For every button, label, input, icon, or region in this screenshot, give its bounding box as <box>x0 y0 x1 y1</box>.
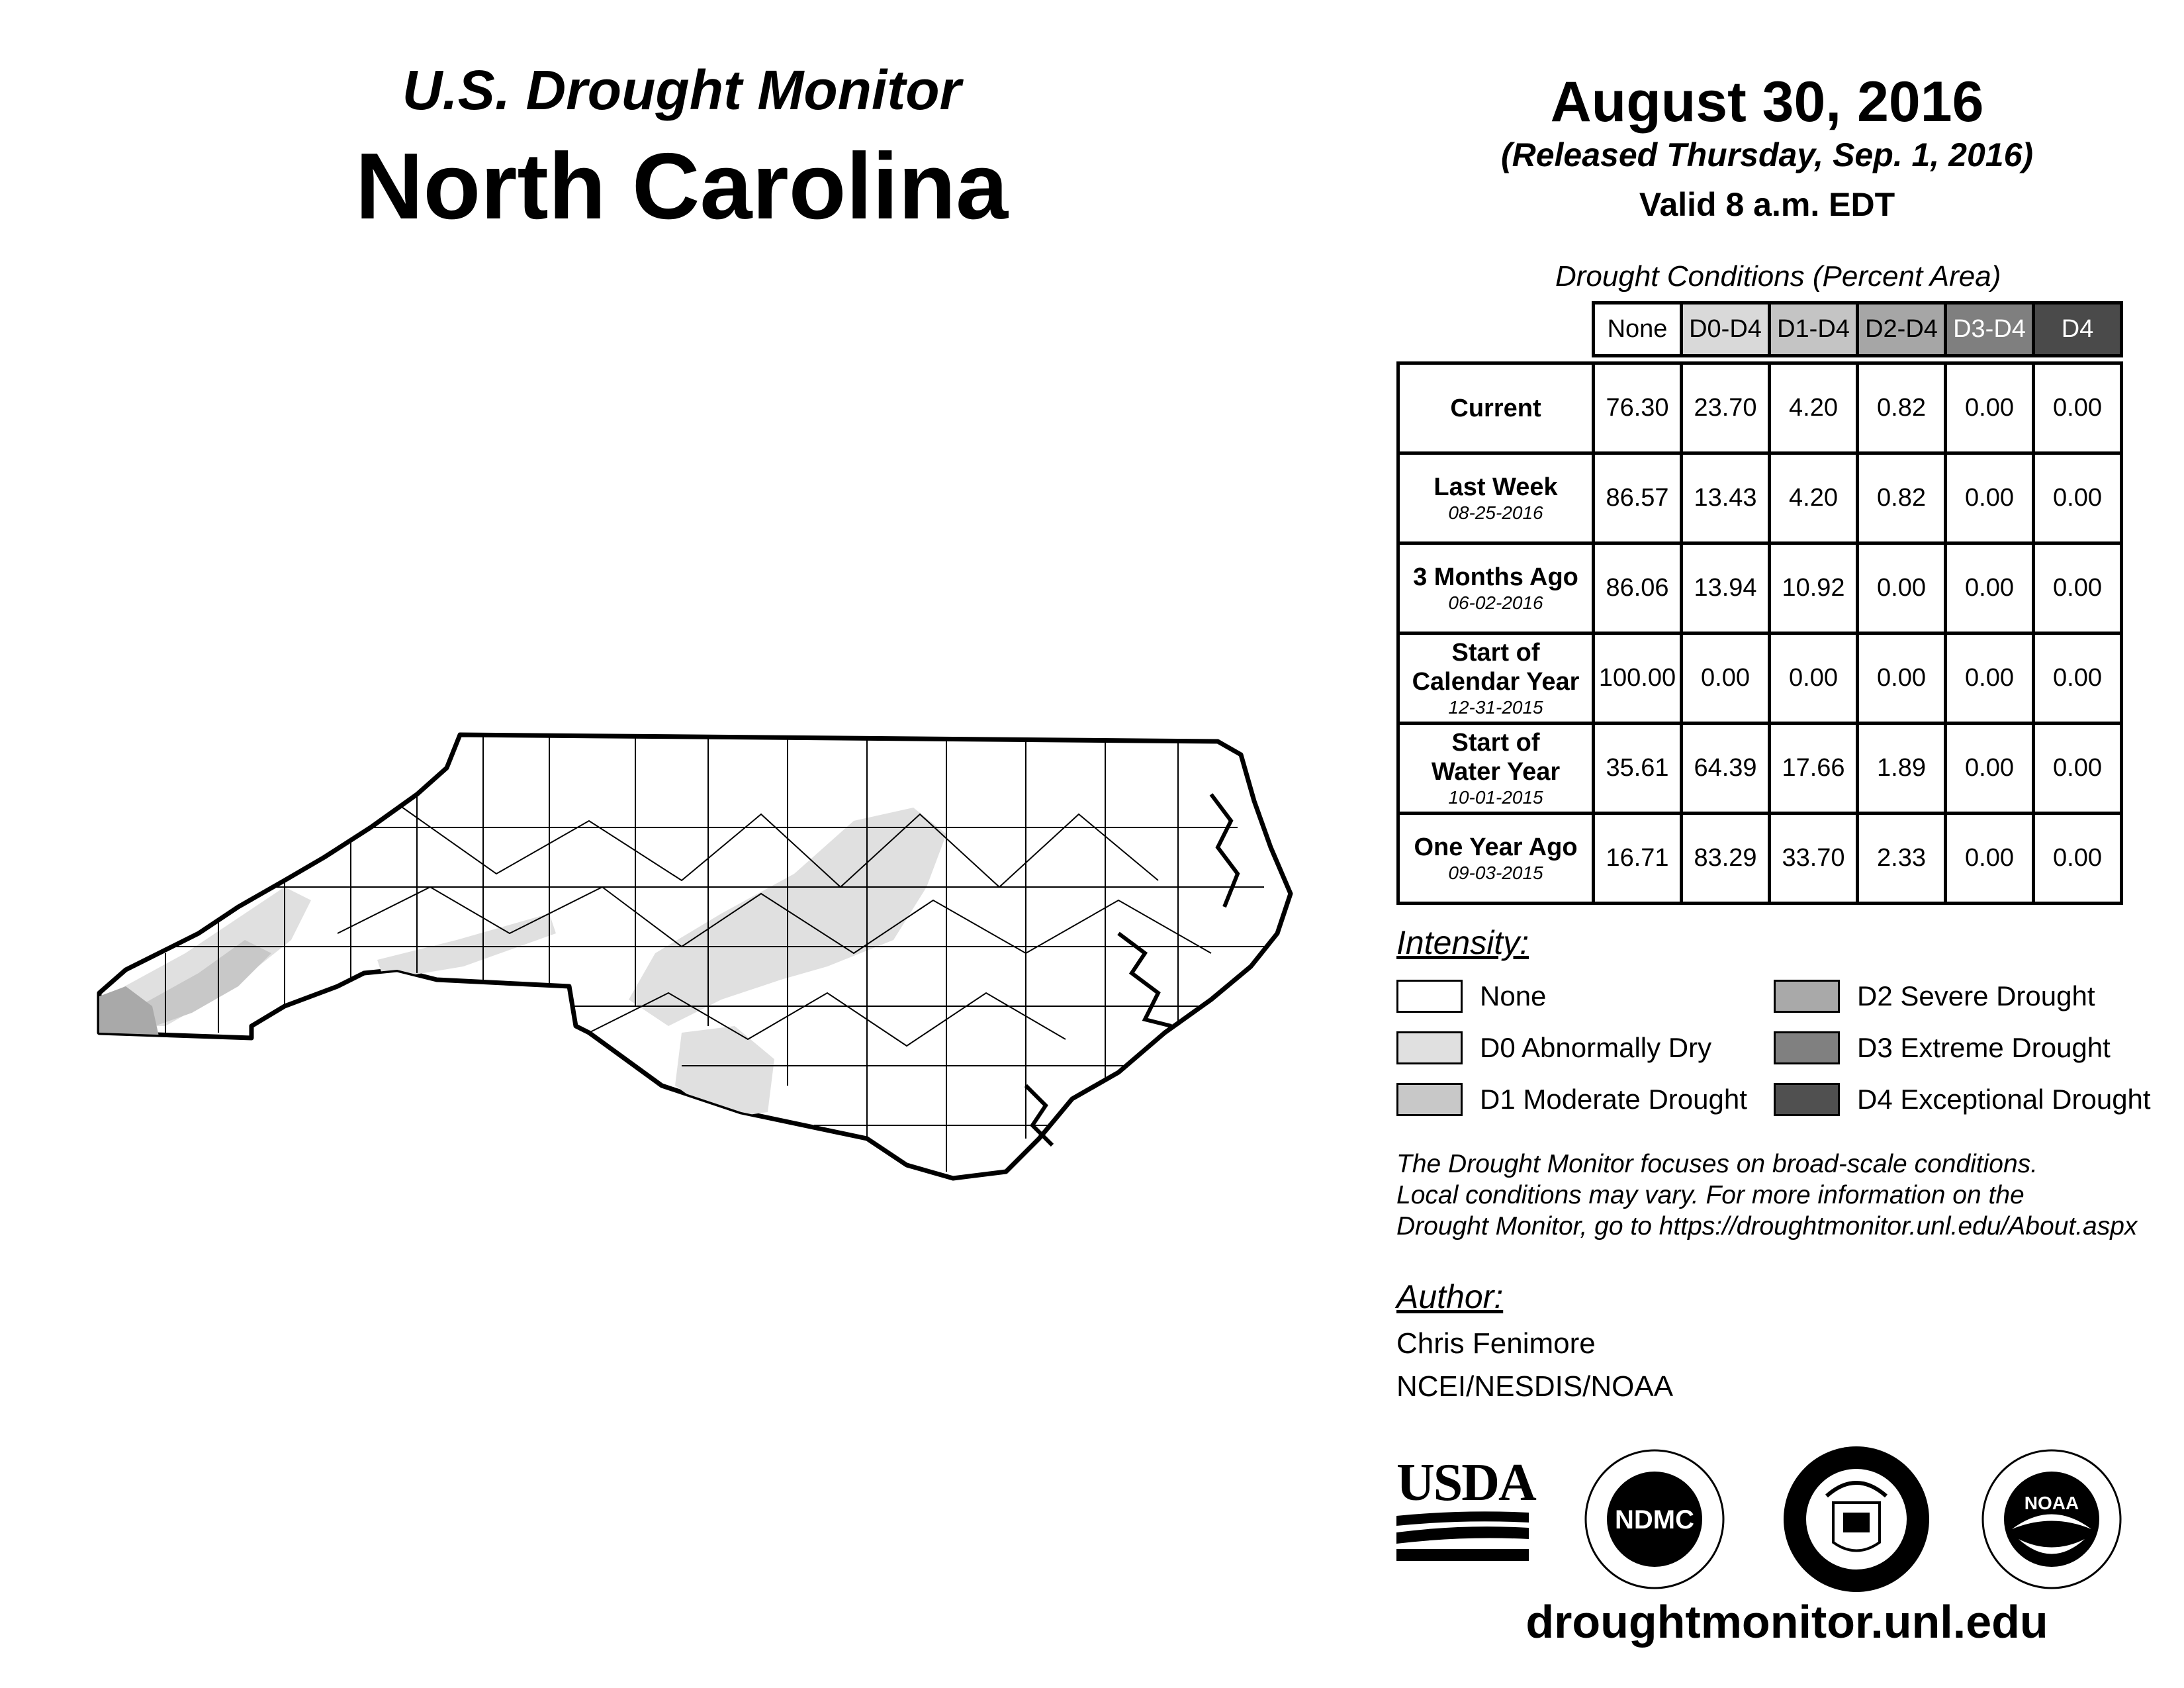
row-label <box>1398 814 1594 904</box>
row-date: 09-03-2015 <box>1448 862 1543 883</box>
legend-item <box>1396 1083 1747 1116</box>
row-label <box>1398 724 1594 814</box>
row-label-line: Start of <box>1451 728 1540 757</box>
noaa-logo-text: NOAA <box>2024 1493 2079 1513</box>
table-cell: 0.00 <box>1946 724 2034 814</box>
table-cell: 0.00 <box>2034 814 2122 904</box>
legend-label: D4 Exceptional Drought <box>1857 1084 2151 1115</box>
table-row <box>1398 363 2122 453</box>
table-cell: 2.33 <box>1858 814 1946 904</box>
table-cell: 86.06 <box>1594 543 1682 633</box>
table-row <box>1398 543 2122 633</box>
legend-item <box>1396 980 1546 1013</box>
row-label <box>1398 543 1594 633</box>
table-cell: 1.89 <box>1858 724 1946 814</box>
table-cell: 76.30 <box>1594 363 1682 453</box>
table-cell: 4.20 <box>1770 453 1858 543</box>
table-cell: 0.00 <box>1946 814 2034 904</box>
noaa-logo <box>1979 1446 2124 1592</box>
table-cell: 33.70 <box>1770 814 1858 904</box>
state-title: North Carolina <box>355 134 1009 239</box>
usda-swoosh-icon <box>1396 1509 1529 1562</box>
table-cell: 23.70 <box>1682 363 1770 453</box>
table-cell: 86.57 <box>1594 453 1682 543</box>
legend-swatch <box>1774 1083 1840 1116</box>
table-cell: 0.00 <box>1682 633 1770 724</box>
row-date: 12-31-2015 <box>1448 696 1543 718</box>
legend-swatch <box>1396 1031 1463 1064</box>
legend-label: D3 Extreme Drought <box>1857 1032 2111 1063</box>
table-cell: 0.00 <box>1946 363 2034 453</box>
table-cell: 0.00 <box>1946 633 2034 724</box>
note-line: Drought Monitor, go to https://droughtmonitor.unl.edu/About.aspx <box>1396 1212 2138 1241</box>
col-header: D2-D4 <box>1858 303 1946 356</box>
website-url[interactable]: droughtmonitor.unl.edu <box>1525 1596 2048 1648</box>
note-line: The Drought Monitor focuses on broad-scale conditions. <box>1396 1150 2038 1178</box>
legend-label: D2 Severe Drought <box>1857 980 2095 1011</box>
drought-conditions-table <box>1396 301 2123 905</box>
table-cell: 0.00 <box>1770 633 1858 724</box>
legend-label: None <box>1480 980 1547 1011</box>
legend-item <box>1774 1031 2111 1064</box>
table-cell: 0.00 <box>2034 363 2122 453</box>
legend-swatch <box>1396 980 1463 1013</box>
author-org: NCEI/NESDIS/NOAA <box>1396 1370 1674 1403</box>
col-header: D1-D4 <box>1770 303 1858 356</box>
table-cell: 0.00 <box>2034 453 2122 543</box>
table-row <box>1398 633 2122 724</box>
intensity-title: Intensity: <box>1396 924 1529 961</box>
table-cell: 13.43 <box>1682 453 1770 543</box>
release-date: (Released Thursday, Sep. 1, 2016) <box>1500 136 2034 173</box>
row-label-line: One Year Ago <box>1414 833 1578 861</box>
legend-label: D1 Moderate Drought <box>1480 1084 1747 1115</box>
valid-time: Valid 8 a.m. EDT <box>1639 186 1895 223</box>
table-cell: 13.94 <box>1682 543 1770 633</box>
table-cell: 83.29 <box>1682 814 1770 904</box>
row-label-line: Water Year <box>1431 757 1561 786</box>
table-cell: 0.00 <box>1858 633 1946 724</box>
col-header: None <box>1594 303 1682 356</box>
row-date: 06-02-2016 <box>1448 592 1543 613</box>
ndmc-logo-text: NDMC <box>1615 1505 1694 1534</box>
col-header: D0-D4 <box>1682 303 1770 356</box>
map-date: August 30, 2016 <box>1550 70 1984 134</box>
info-note <box>1396 1149 2177 1242</box>
row-label <box>1398 363 1594 453</box>
row-label-line: Last Week <box>1433 473 1558 501</box>
author-name: Chris Fenimore <box>1396 1327 1596 1360</box>
legend-swatch <box>1396 1083 1463 1116</box>
table-cell: 35.61 <box>1594 724 1682 814</box>
table-gap <box>1398 356 2122 363</box>
table-cell: 0.00 <box>2034 543 2122 633</box>
table-cell: 0.00 <box>2034 633 2122 724</box>
ndmc-logo <box>1582 1446 1727 1592</box>
table-cell: 0.00 <box>1946 543 2034 633</box>
author-title: Author: <box>1396 1278 1504 1315</box>
table-header-row <box>1398 303 2122 356</box>
table-cell: 64.39 <box>1682 724 1770 814</box>
legend-swatch <box>1774 980 1840 1013</box>
table-cell: 100.00 <box>1594 633 1682 724</box>
legend-swatch <box>1774 1031 1840 1064</box>
table-row <box>1398 814 2122 904</box>
table-caption: Drought Conditions (Percent Area) <box>1555 260 2001 293</box>
table-cell: 16.71 <box>1594 814 1682 904</box>
row-label-line: Current <box>1450 394 1541 422</box>
table-cell: 4.20 <box>1770 363 1858 453</box>
table-row <box>1398 724 2122 814</box>
table-cell: 0.00 <box>1858 543 1946 633</box>
note-line: Local conditions may vary. For more information on the <box>1396 1181 2025 1209</box>
col-header: D4 <box>2034 303 2122 356</box>
row-label <box>1398 453 1594 543</box>
row-label-line: Calendar Year <box>1412 667 1580 696</box>
map-subtitle: U.S. Drought Monitor <box>402 59 962 121</box>
row-date: 08-25-2016 <box>1448 502 1543 523</box>
row-label <box>1398 633 1594 724</box>
legend-item <box>1774 980 2095 1013</box>
row-label-line: 3 Months Ago <box>1413 563 1578 591</box>
north-carolina-drought-map <box>86 715 1317 1218</box>
row-label-line: Start of <box>1451 638 1540 667</box>
row-date: 10-01-2015 <box>1448 786 1543 808</box>
table-cell: 0.82 <box>1858 363 1946 453</box>
table-row <box>1398 453 2122 543</box>
table-cell: 0.82 <box>1858 453 1946 543</box>
table-corner <box>1398 303 1594 356</box>
usda-logo <box>1396 1454 1535 1562</box>
legend-item <box>1774 1083 2151 1116</box>
table-cell: 0.00 <box>1946 453 2034 543</box>
legend-item <box>1396 1031 1711 1064</box>
department-of-commerce-seal <box>1780 1443 1933 1595</box>
usda-logo-text: USDA <box>1396 1454 1535 1512</box>
table-cell: 10.92 <box>1770 543 1858 633</box>
table-cell: 17.66 <box>1770 724 1858 814</box>
col-header: D3-D4 <box>1946 303 2034 356</box>
legend-label: D0 Abnormally Dry <box>1480 1032 1712 1063</box>
table-cell: 0.00 <box>2034 724 2122 814</box>
